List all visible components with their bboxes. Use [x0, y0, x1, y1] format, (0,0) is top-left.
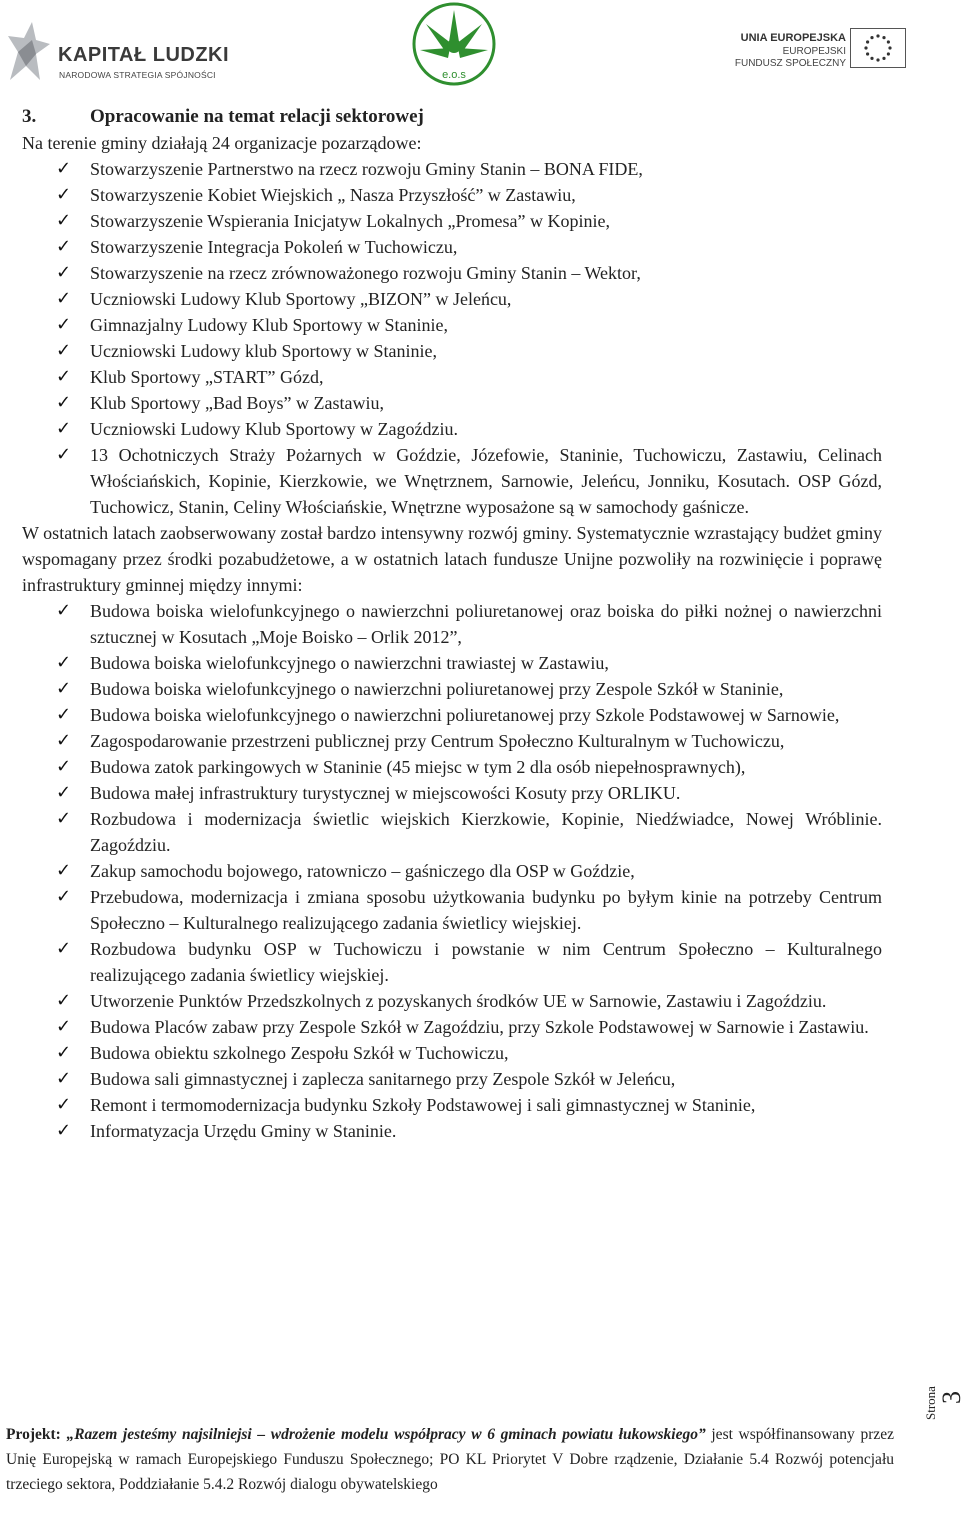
investment-item-text: Budowa boiska wielofunkcyjnego o nawierzchni poliuretanowej przy Szkole Podstawowej w Sarnowie,	[90, 705, 840, 725]
investment-item	[22, 676, 882, 702]
organization-item	[22, 234, 882, 260]
section-title: Opracowanie na temat relacji sektorowej	[90, 106, 424, 127]
investment-item-text: Budowa obiektu szkolnego Zespołu Szkół w Tuchowiczu,	[90, 1043, 509, 1063]
organization-item-text: 13 Ochotniczych Straży Pożarnych w Goździe, Józefowie, Staninie, Tuchowiczu, Zastawiu, Celinach Włościańskich, Kopinie, Kierzkowie, we Wnętrznem, Sarnowie, Jeleńcu, Jonniku, Kosutach. OSP Gózd, Tuchowicz, Stanin, Celiny Włościańskie, Wnętrzne wyposażone są w samochody gaśnicze.	[90, 445, 882, 517]
investment-item-text: Informatyzacja Urzędu Gminy w Staninie.	[90, 1121, 397, 1141]
investment-item-text: Budowa zatok parkingowych w Staninie (45 miejsc w tym 2 dla osób niepełnosprawnych),	[90, 757, 746, 777]
checkmark-icon: ✓	[56, 340, 72, 361]
checkmark-icon: ✓	[56, 730, 72, 751]
investment-item	[22, 1014, 882, 1040]
checkmark-icon: ✓	[56, 938, 72, 959]
investment-item	[22, 728, 882, 754]
organization-item-text: Stowarzyszenie Integracja Pokoleń w Tuchowiczu,	[90, 237, 458, 257]
investment-item-text: Budowa boiska wielofunkcyjnego o nawierzchni poliuretanowej przy Zespole Szkół w Staninie,	[90, 679, 784, 699]
project-footer	[6, 1422, 894, 1497]
checkmark-icon: ✓	[56, 236, 72, 257]
investment-item	[22, 780, 882, 806]
investment-item-text: Rozbudowa budynku OSP w Tuchowiczu i powstanie w nim Centrum Społeczno – Kulturalnego realizującego zadania świetlicy wiejskiej.	[90, 939, 882, 985]
checkmark-icon: ✓	[56, 652, 72, 673]
page-number: 3	[937, 1391, 966, 1404]
page-header	[0, 0, 960, 95]
investment-item-text: Przebudowa, modernizacja i zmiana sposobu użytkowania budynku po byłym kinie na potrzeby Centrum Społeczno – Kulturalnego realizującego zadania świetlicy wiejskiej.	[90, 887, 882, 933]
ue-efs-logo	[700, 28, 950, 78]
checkmark-icon: ✓	[56, 1120, 72, 1141]
investment-item-text: Utworzenie Punktów Przedszkolnych z pozyskanych środków UE w Sarnowie, Zastawiu i Zagoździu.	[90, 991, 827, 1011]
checkmark-icon: ✓	[56, 678, 72, 699]
investment-item	[22, 936, 882, 988]
organization-item-text: Klub Sportowy „Bad Boys” w Zastawiu,	[90, 393, 384, 413]
checkmark-icon: ✓	[56, 262, 72, 283]
organization-item	[22, 182, 882, 208]
ue-logo-line3: FUNDUSZ SPOŁECZNY	[734, 58, 846, 69]
checkmark-icon: ✓	[56, 704, 72, 725]
section-number: 3.	[22, 106, 37, 127]
checkmark-icon: ✓	[56, 1016, 72, 1037]
checkmark-icon: ✓	[56, 418, 72, 439]
page-number-label	[915, 1338, 966, 1420]
organization-item	[22, 260, 882, 286]
checkmark-icon: ✓	[56, 1042, 72, 1063]
eos-logo-text: e.o.s	[442, 69, 466, 81]
organization-item	[22, 286, 882, 312]
organization-item-text: Stowarzyszenie Partnerstwo na rzecz rozwoju Gminy Stanin – BONA FIDE,	[90, 159, 643, 179]
organization-item	[22, 208, 882, 234]
investment-item-text: Rozbudowa i modernizacja świetlic wiejskich Kierzkowie, Kopinie, Niedźwiadce, Nowej Wróblinie. Zagoździu.	[90, 809, 882, 855]
checkmark-icon: ✓	[56, 886, 72, 907]
document-body	[22, 104, 882, 1144]
kapital-ludzki-logo	[6, 22, 230, 82]
checkmark-icon: ✓	[56, 444, 72, 465]
eu-flag-icon	[850, 28, 906, 68]
organization-item-text: Stowarzyszenie Wspierania Inicjatyw Lokalnych „Promesa” w Kopinie,	[90, 211, 610, 231]
checkmark-icon: ✓	[56, 860, 72, 881]
page-label-text: Strona	[923, 1386, 938, 1420]
checkmark-icon: ✓	[56, 392, 72, 413]
investment-item	[22, 598, 882, 650]
investment-item	[22, 806, 882, 858]
organization-item	[22, 364, 882, 390]
organization-item	[22, 338, 882, 364]
checkmark-icon: ✓	[56, 782, 72, 803]
investment-item-text: Budowa małej infrastruktury turystycznej w miejscowości Kosuty przy ORLIKU.	[90, 783, 681, 803]
checkmark-icon: ✓	[56, 288, 72, 309]
investment-item-text: Zagospodarowanie przestrzeni publicznej przy Centrum Społeczno Kulturalnym w Tuchowiczu,	[90, 731, 785, 751]
investment-item-text: Budowa boiska wielofunkcyjnego o nawierzchni poliuretanowej oraz boiska do piłki nożnej o nawierzchni sztucznej w Kosutach „Moje Boisko – Orlik 2012”,	[90, 601, 882, 647]
footer-prefix: Projekt:	[6, 1426, 67, 1443]
organizations-list	[22, 156, 882, 520]
investment-item	[22, 1040, 882, 1066]
kapital-ludzki-star-icon	[6, 22, 50, 82]
investment-item-text: Budowa sali gimnastycznej i zaplecza sanitarnego przy Zespole Szkół w Jeleńcu,	[90, 1069, 676, 1089]
checkmark-icon: ✓	[56, 1068, 72, 1089]
section-heading	[22, 104, 882, 130]
checkmark-icon: ✓	[56, 210, 72, 231]
ue-logo-line2: EUROPEJSKI	[782, 46, 846, 57]
investments-list	[22, 598, 882, 1144]
organization-item-text: Stowarzyszenie Kobiet Wiejskich „ Nasza Przyszłość” w Zastawiu,	[90, 185, 576, 205]
investment-item	[22, 1118, 882, 1144]
investment-item-text: Remont i termomodernizacja budynku Szkoły Podstawowej i sali gimnastycznej w Staninie,	[90, 1095, 756, 1115]
investment-item	[22, 884, 882, 936]
checkmark-icon: ✓	[56, 366, 72, 387]
investment-item	[22, 1092, 882, 1118]
organization-item	[22, 312, 882, 338]
investment-item	[22, 988, 882, 1014]
checkmark-icon: ✓	[56, 184, 72, 205]
footer-project-name: „Razem jesteśmy najsilniejsi – wdrożenie modelu współpracy w 6 gminach powiatu łukowskiego”	[66, 1426, 706, 1443]
investment-item	[22, 650, 882, 676]
footer-funding-text: jest współfinansowany przez Unię Europejską w ramach Europejskiego Funduszu Społecznego; PO KL Priorytet V Dobre rządzenie, Działanie 5.4 Rozwój potencjału trzeciego sektora, Poddziałanie 5.4.2 Rozwój dialogu obywatelskiego	[6, 1426, 895, 1493]
organization-item-text: Uczniowski Ludowy Klub Sportowy „BIZON” w Jeleńcu,	[90, 289, 512, 309]
organization-item	[22, 442, 882, 520]
checkmark-icon: ✓	[56, 756, 72, 777]
checkmark-icon: ✓	[56, 808, 72, 829]
organization-item-text: Uczniowski Ludowy klub Sportowy w Staninie,	[90, 341, 437, 361]
organization-item-text: Uczniowski Ludowy Klub Sportowy w Zagoździu.	[90, 419, 458, 439]
organization-item	[22, 156, 882, 182]
kapital-ludzki-title: KAPITAŁ LUDZKI	[58, 44, 230, 66]
investment-item-text: Budowa Placów zabaw przy Zespole Szkół w Zagoździu, przy Szkole Podstawowej w Sarnowie i Zastawiu.	[90, 1017, 869, 1037]
organization-item-text: Klub Sportowy „START” Gózd,	[90, 367, 324, 387]
ue-logo-line1: UNIA EUROPEJSKA	[740, 32, 846, 44]
investment-item-text: Zakup samochodu bojowego, ratowniczo – gaśniczego dla OSP w Goździe,	[90, 861, 635, 881]
organization-item	[22, 390, 882, 416]
organization-item	[22, 416, 882, 442]
eos-logo	[412, 2, 496, 86]
investment-item	[22, 1066, 882, 1092]
organizations-intro: Na terenie gminy działają 24 organizacje pozarządowe:	[22, 133, 422, 153]
checkmark-icon: ✓	[56, 158, 72, 179]
checkmark-icon: ✓	[56, 990, 72, 1011]
investment-item-text: Budowa boiska wielofunkcyjnego o nawierzchni trawiastej w Zastawiu,	[90, 653, 609, 673]
kapital-ludzki-subtitle: NARODOWA STRATEGIA SPÓJNOŚCI	[59, 70, 216, 80]
checkmark-icon: ✓	[56, 600, 72, 621]
development-paragraph: W ostatnich latach zaobserwowany został bardzo intensywny rozwój gminy. Systematycznie wzrastający budżet gminy wspomagany przez środki pozabudżetowe, a w ostatnich latach fundusze Unijne pozwoliły na rozwinięcie i poprawę infrastruktury gminnej między innymi:	[22, 523, 882, 595]
organization-item-text: Stowarzyszenie na rzecz zrównoważonego rozwoju Gminy Stanin – Wektor,	[90, 263, 641, 283]
checkmark-icon: ✓	[56, 1094, 72, 1115]
checkmark-icon: ✓	[56, 314, 72, 335]
investment-item	[22, 702, 882, 728]
investment-item	[22, 858, 882, 884]
organization-item-text: Gimnazjalny Ludowy Klub Sportowy w Staninie,	[90, 315, 448, 335]
investment-item	[22, 754, 882, 780]
